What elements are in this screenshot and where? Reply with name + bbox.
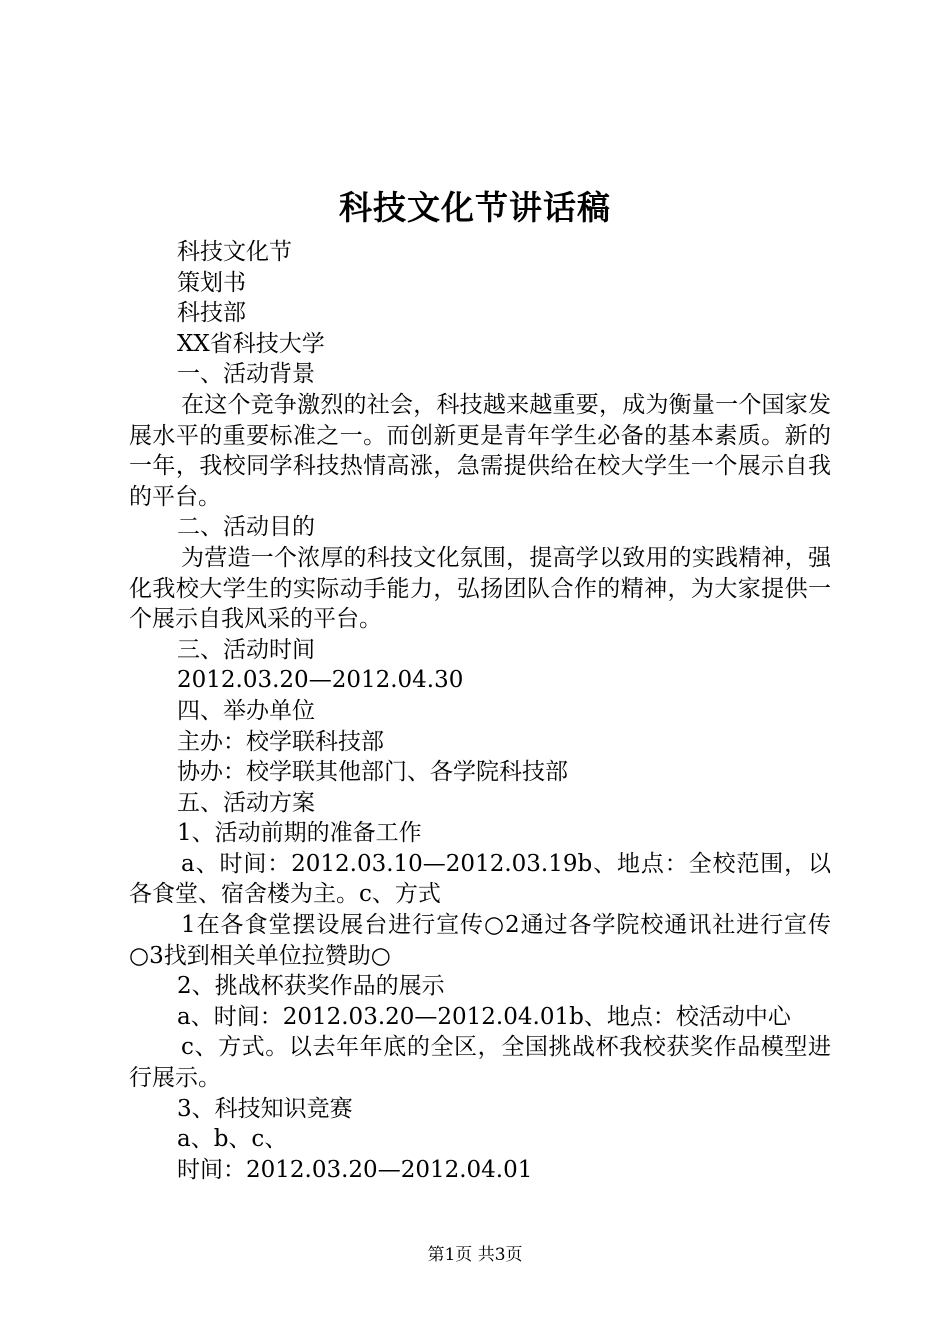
plan-3-heading: 3、科技知识竞赛 (177, 1095, 353, 1122)
cover-line-festival: 科技文化节 (177, 239, 292, 265)
organizer-co-host: 协办：校学联其他部门、各学院科技部 (177, 759, 568, 786)
plan-1-detail: a、时间：2012.03.10—2012.03.19b、地点：全校范围，以各食堂、宿舍楼为主。c、方式 (129, 850, 831, 908)
plan-3-time: 时间：2012.03.20—2012.04.01 (177, 1156, 533, 1183)
plan-1-methods: 1在各食堂摆设展台进行宣传○2通过各学院校通讯社进行宣传○3找到相关单位拉赞助○ (129, 912, 831, 969)
document-body (129, 237, 831, 1185)
cover-line-plan: 策划书 (177, 269, 246, 296)
plan-1-heading: 1、活动前期的准备工作 (177, 820, 422, 847)
page-footer: 第1页 共3页 (427, 1245, 523, 1265)
cover-line-department: 科技部 (177, 300, 246, 327)
section-heading-plan: 五、活动方案 (177, 789, 315, 816)
section-heading-time: 三、活动时间 (177, 636, 315, 663)
cover-line-university: XX省科技大学 (177, 330, 325, 357)
background-paragraph: 在这个竞争激烈的社会，科技越来越重要，成为衡量一个国家发展水平的重要标准之一。而创新更是青年学生必备的基本素质。新的一年，我校同学科技热情高涨，急需提供给在校大学生一个展示自我的平台。 (129, 391, 831, 510)
section-heading-organizer: 四、举办单位 (177, 697, 315, 724)
organizer-host: 主办：校学联科技部 (177, 728, 384, 755)
section-heading-purpose: 二、活动目的 (177, 514, 315, 541)
plan-2-method: c、方式。以去年年底的全区，全国挑战杯我校获奖作品模型进行展示。 (129, 1034, 831, 1092)
plan-2-time: a、时间：2012.03.20—2012.04.01b、地点：校活动中心 (177, 1003, 791, 1030)
purpose-paragraph: 为营造一个浓厚的科技文化氛围，提高学以致用的实践精神，强化我校大学生的实际动手能力，弘扬团队合作的精神，为大家提供一个展示自我风采的平台。 (129, 544, 831, 633)
section-heading-background: 一、活动背景 (177, 361, 315, 388)
activity-time-value: 2012.03.20—2012.04.30 (177, 667, 464, 694)
plan-3-abc: a、b、c、 (177, 1126, 288, 1153)
document-title: 科技文化节讲话稿 (339, 188, 611, 227)
plan-2-heading: 2、挑战杯获奖作品的展示 (177, 973, 445, 1000)
